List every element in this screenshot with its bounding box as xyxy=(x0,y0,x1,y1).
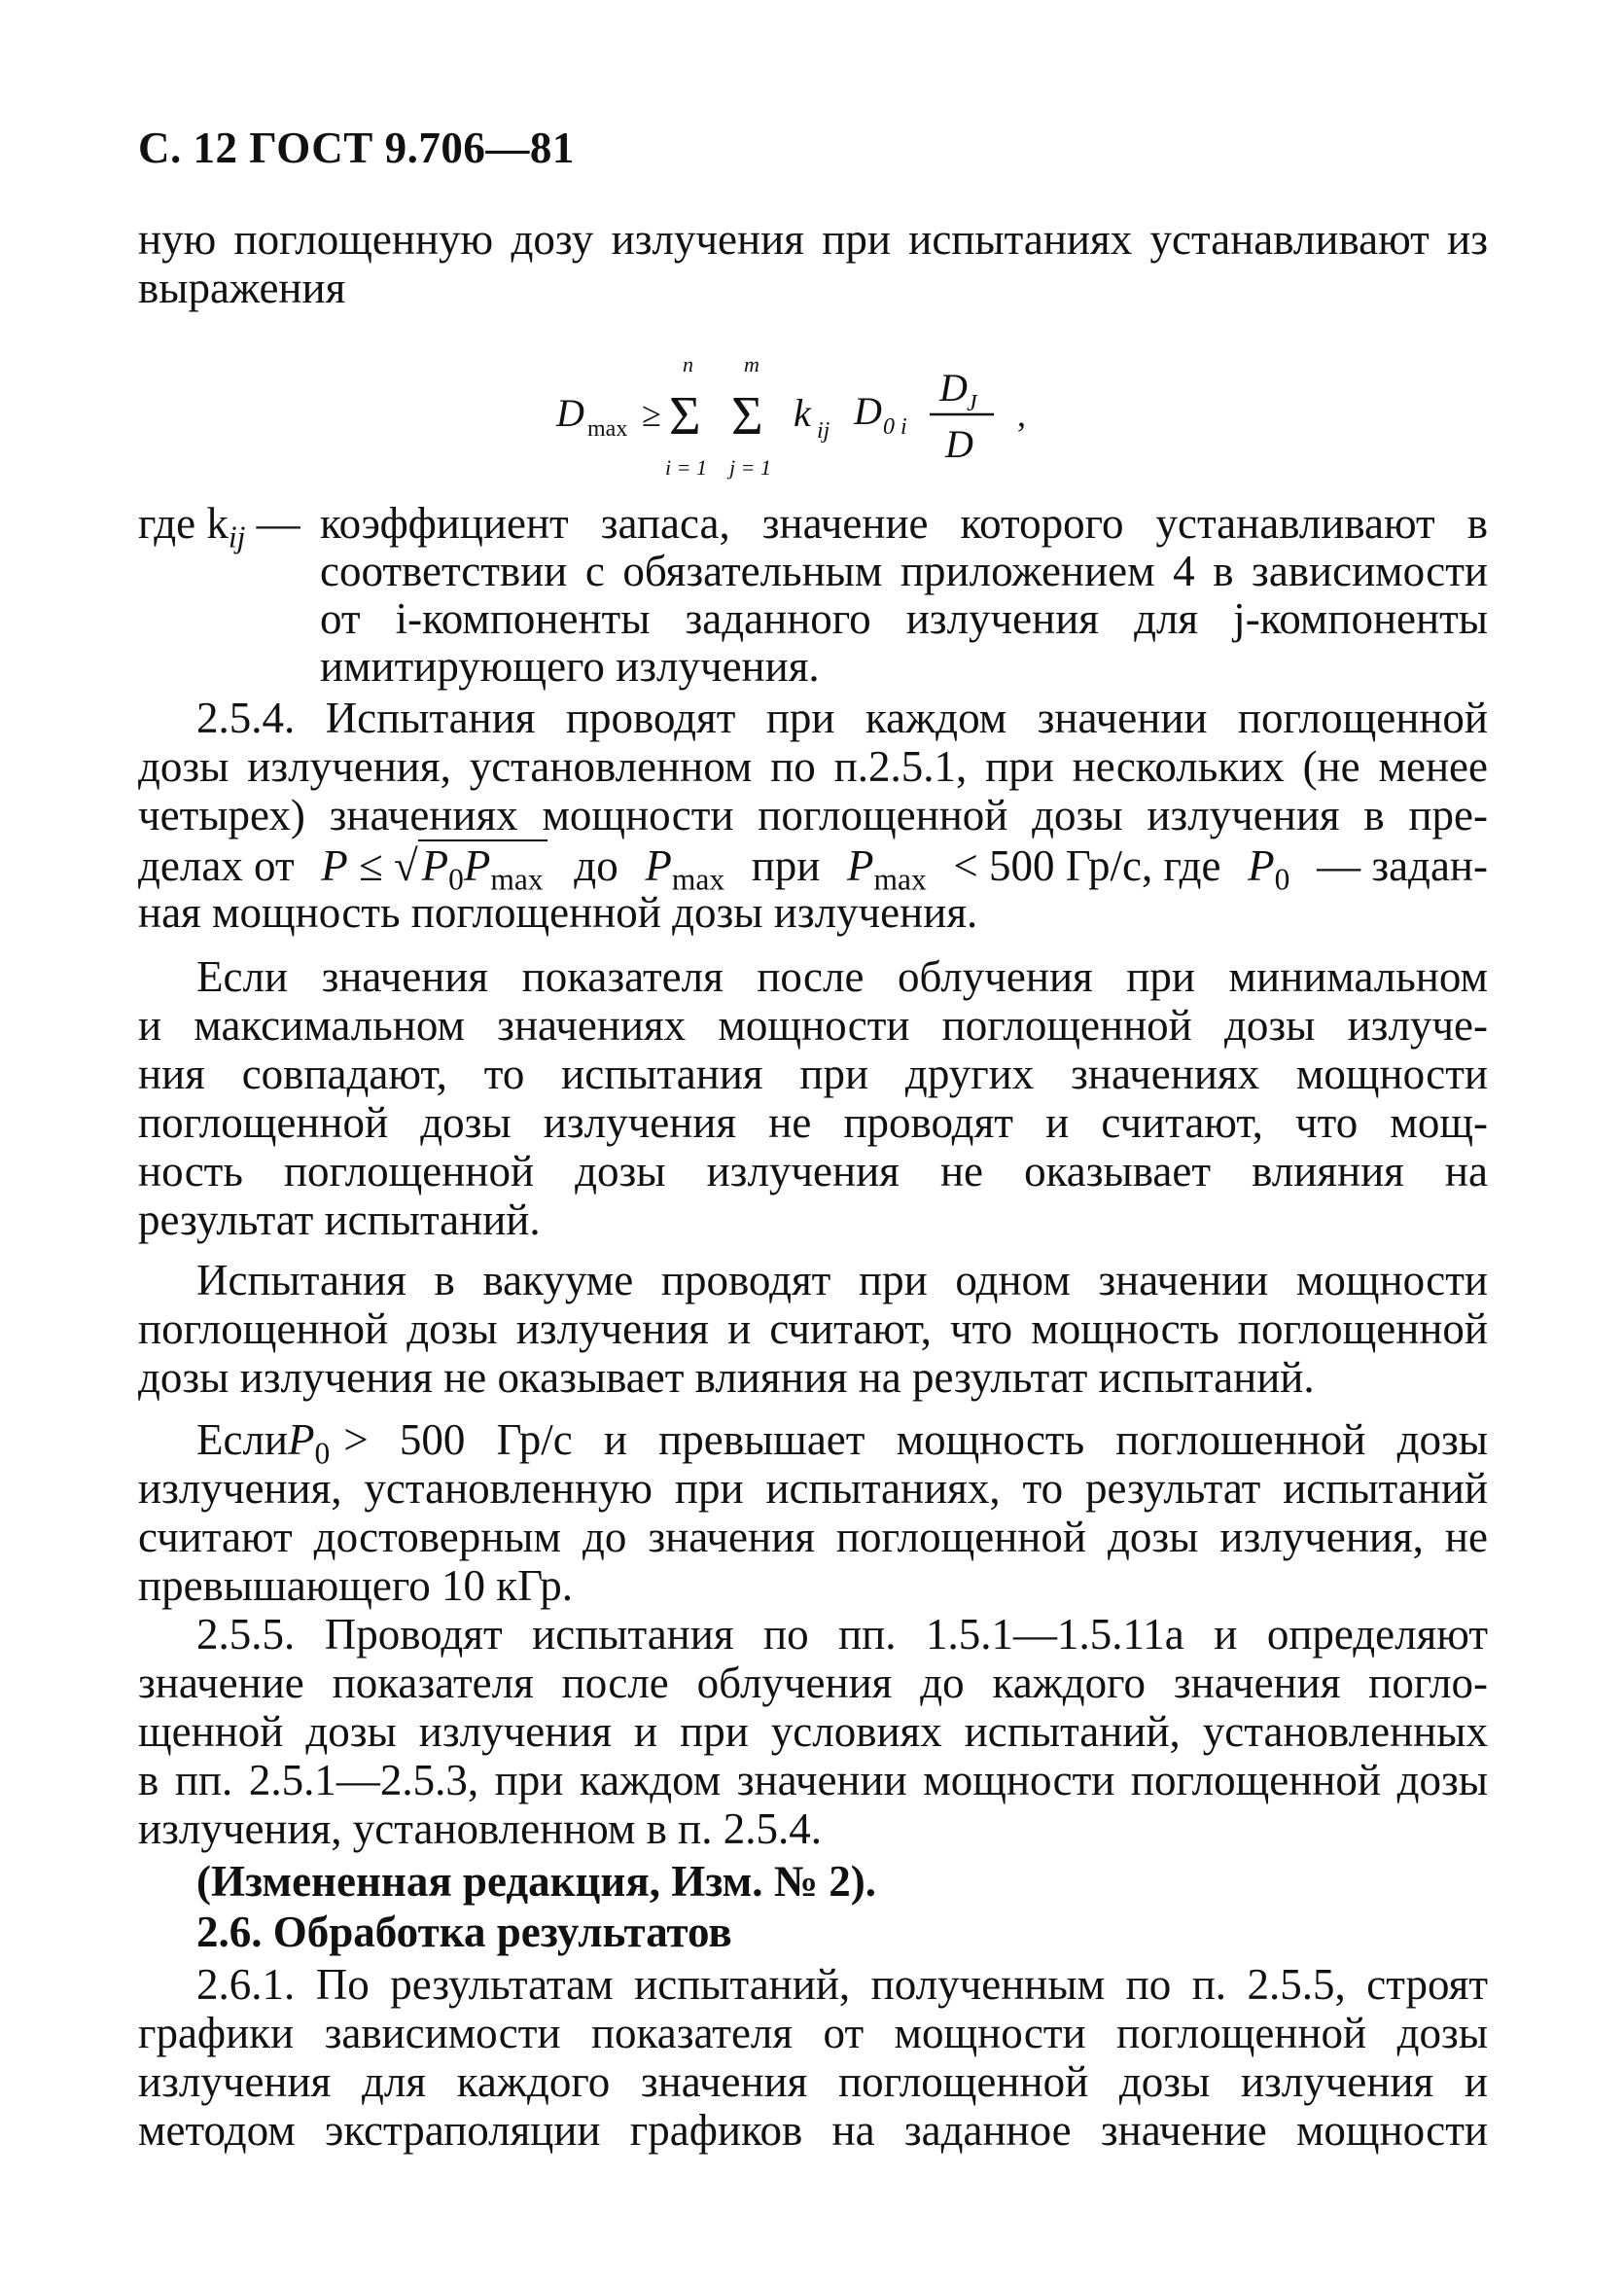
sym-le: ≤ xyxy=(359,841,383,890)
sum2-lower: j = 1 xyxy=(729,455,771,480)
sym-pmax-2-sub: max xyxy=(671,862,725,897)
para-if-line-3: ния совпадают, то испытания при других значениях мощности xyxy=(138,1050,1488,1098)
formula-lhs: D xyxy=(556,391,584,435)
sym-p0-3: P xyxy=(288,1415,315,1464)
sqrt-expression: $√P_0P_{max}$ xyxy=(394,842,547,890)
sym-p0-2: P xyxy=(1248,841,1275,890)
para-if-line-6: результат испытаний. xyxy=(138,1196,541,1244)
para-vacuum-line-3: дозы излучения не оказывает влияния на результат испытаний. xyxy=(138,1353,1315,1402)
where-label xyxy=(138,499,300,554)
para-vacuum-line-2: поглощенной дозы излучения и считают, что мощность поглощенной xyxy=(138,1304,1488,1353)
sym-p0: P xyxy=(421,841,449,890)
formula-k-sub: ij xyxy=(817,418,830,444)
p254-line-1: 2.5.4. Испытания проводят при каждом значении поглощенной xyxy=(196,694,1488,742)
p255-line-5: излучения, установленном в п. 2.5.4. xyxy=(138,1804,822,1853)
p254-l4-p0 xyxy=(1248,841,1290,897)
sym-p0-2-sub: 0 xyxy=(1274,862,1290,897)
amendment-note: (Измененная редакция, Изм. № 2). xyxy=(196,1857,877,1906)
sum1-upper: n xyxy=(683,352,693,376)
formula-dmax xyxy=(545,350,1089,496)
para-p0-line-3: считают достоверным до значения поглощенной дозы излучения, не xyxy=(138,1513,1488,1561)
p254-line-4 xyxy=(138,841,1488,897)
para-p0-l1-a: Если xyxy=(196,1415,288,1464)
p254-line-2: дозы излучения, установленном по п.2.5.1, при нескольких (не менее xyxy=(138,742,1488,791)
p255-line-4: в пп. 2.5.1—2.5.3, при каждом значении мощности поглощенной дозы xyxy=(138,1756,1488,1804)
p255-line-2: значение показателя после облучения до каждого значения погло- xyxy=(138,1659,1488,1707)
formula-trail: , xyxy=(1017,395,1026,434)
p254-l4-b: до xyxy=(574,841,618,890)
p254-l4-a: делах от xyxy=(138,841,295,890)
intro-line-1: ную поглощенную дозу излучения при испытаниях устанавливают из xyxy=(138,215,1488,264)
para-p0-line-4: превышающего 10 кГр. xyxy=(138,1561,574,1610)
p254-l4-c: при xyxy=(751,841,821,890)
where-label-sub: ij xyxy=(228,519,246,554)
p261-line-2: графики зависимости показателя от мощности поглощенной дозы xyxy=(138,2009,1488,2057)
para-if-line-4: поглощенной дозы излучения не проводят и считают, что мощ- xyxy=(138,1098,1488,1147)
where-label-text: где k xyxy=(138,499,229,548)
p261-line-3: излучения для каждого значения поглощенной дозы излучения и xyxy=(138,2057,1488,2106)
p261-line-1: 2.6.1. По результатам испытаний, полученным по п. 2.5.5, строят xyxy=(196,1960,1488,2009)
p254-line-5: ная мощность поглощенной дозы излучения. xyxy=(138,888,978,937)
p254-l4-math-p xyxy=(321,841,547,897)
sum2-sigma: Σ xyxy=(731,386,763,446)
where-dash: — xyxy=(245,499,300,548)
p255-line-3: щенной дозы излучения и при условиях испытаний, установленных xyxy=(138,1707,1488,1756)
sym-pmax-1: P xyxy=(463,841,491,890)
para-p0-l1-b: > 500 Гр/с и превышает мощность поглошенной дозы xyxy=(343,1415,1488,1464)
p254-line-3: четырех) значениях мощности поглощенной дозы излучения в пре- xyxy=(138,791,1488,839)
formula-lhs-sub: max xyxy=(587,416,628,442)
para-if-line-2: и максимальном значениях мощности поглощенной дозы излуче- xyxy=(138,1001,1488,1050)
sym-pmax-2: P xyxy=(645,841,672,890)
section-title: 2.6. Обработка результатов xyxy=(196,1908,732,1956)
para-vacuum-line-1: Испытания в вакууме проводят при одном значении мощности xyxy=(196,1256,1488,1304)
sym-pmax-3-sub: max xyxy=(873,862,927,897)
formula-relation: ≥ xyxy=(642,395,661,434)
formula-d0-sub: 0 i xyxy=(883,414,907,440)
para-if-line-5: ность поглощенной дозы излучения не оказывает влияния на xyxy=(138,1147,1488,1196)
p255-line-1: 2.5.5. Проводят испытания по пп. 1.5.1—1.5.11а и определяют xyxy=(196,1610,1488,1659)
p254-l4-pmax2 xyxy=(645,841,725,897)
formula-k: k xyxy=(794,391,811,435)
p254-l4-d: < 500 Гр/с, где xyxy=(953,841,1221,890)
sum1-sigma: Σ xyxy=(669,386,701,446)
para-if-line-1: Если значения показателя после облучения при минимальном xyxy=(196,952,1488,1001)
page-header: С. 12 ГОСТ 9.706—81 xyxy=(138,124,575,172)
formula-d0: D xyxy=(854,389,882,433)
formula-frac-num-sub: J xyxy=(967,391,977,416)
formula-frac-den: D xyxy=(945,422,973,466)
sum1-lower: i = 1 xyxy=(665,455,707,480)
para-p0-line-1 xyxy=(196,1415,1488,1471)
sym-p0-sub: 0 xyxy=(448,862,464,897)
sym-pmax-1-sub: max xyxy=(490,862,544,897)
p254-l4-e: — задан- xyxy=(1317,841,1488,890)
where-definition: коэффициент запаса, значение которого устанавливают в соответствии с обязательным приложением 4 в зависимости от i-компоненты заданного излучения для j-компоненты имитирующего излучения. xyxy=(320,499,1488,691)
formula-frac-num: D xyxy=(939,366,968,410)
para-p0-l1-sym xyxy=(288,1415,331,1471)
sum2-upper: m xyxy=(744,352,759,376)
sym-p: P xyxy=(321,841,348,890)
sym-p0-3-sub: 0 xyxy=(314,1436,331,1471)
intro-line-2: выражения xyxy=(138,264,346,312)
p261-line-4: методом экстраполяции графиков на заданное значение мощности xyxy=(138,2106,1488,2155)
p254-l4-pmax3 xyxy=(847,841,927,897)
sym-pmax-3: P xyxy=(847,841,874,890)
para-p0-line-2: излучения, установленную при испытаниях, то результат испытаний xyxy=(138,1464,1488,1513)
